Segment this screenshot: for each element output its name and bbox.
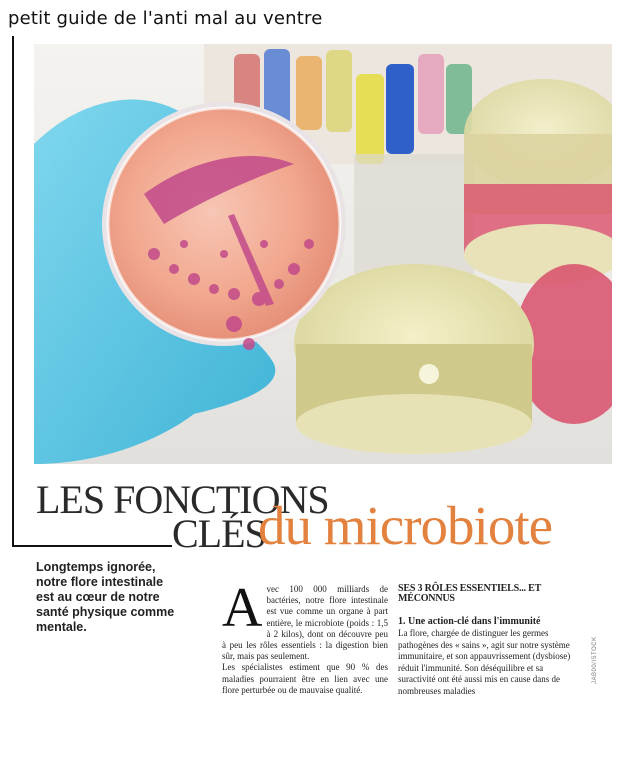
photo-credit: JAB00/ISTOCK xyxy=(592,636,598,684)
sidebar-subheading: 1. Une action-clé dans l'immunité xyxy=(398,616,541,627)
horizontal-rule xyxy=(12,545,172,547)
lab-photo xyxy=(34,44,612,464)
sidebar-text: La flore, chargée de distinguer les germes pathogènes des « sains », agit sur notre système immunitaire, et son appauvrissement (dysbiose) réduit l'immunité. Son déséquilibre et sa suractivité ont été aussi mis en cause dans de nombreuses maladies xyxy=(398,628,571,696)
intro-text: Longtemps ignorée, notre flore intestinale est au cœur de notre santé physique comme mentale. xyxy=(36,560,175,634)
title-highlight: du microbiote xyxy=(258,495,553,556)
title-line-1: LES FONCTIONS xyxy=(36,477,329,522)
article-column xyxy=(222,577,388,696)
title-line-2: CLÉS xyxy=(172,511,266,556)
petri-dish-illustration xyxy=(34,44,612,464)
article-paragraph-2: Les spécialistes estiment que 90 % des maladies pourraient être en lien avec une flore perturbée ou de mauvaise qualité. xyxy=(222,662,388,695)
sidebar-heading: SES 3 RÔLES ESSENTIELS... ET MÉCONNUS xyxy=(398,583,541,604)
section-title: petit guide de l'anti mal au ventre xyxy=(8,8,323,29)
drop-cap: A xyxy=(222,577,263,639)
article-paragraph-1: vec 100 000 milliards de bactéries, notre flore intestinale est vue comme un organe à part entière, le microbiote (poids : 1,5 à 2 kilos), dont on découvre peu à peu les rôles essentiels : la digestion bien sûr, mais pas seulement. xyxy=(222,584,388,662)
vertical-rule xyxy=(12,36,14,546)
sidebar-column xyxy=(398,584,580,698)
